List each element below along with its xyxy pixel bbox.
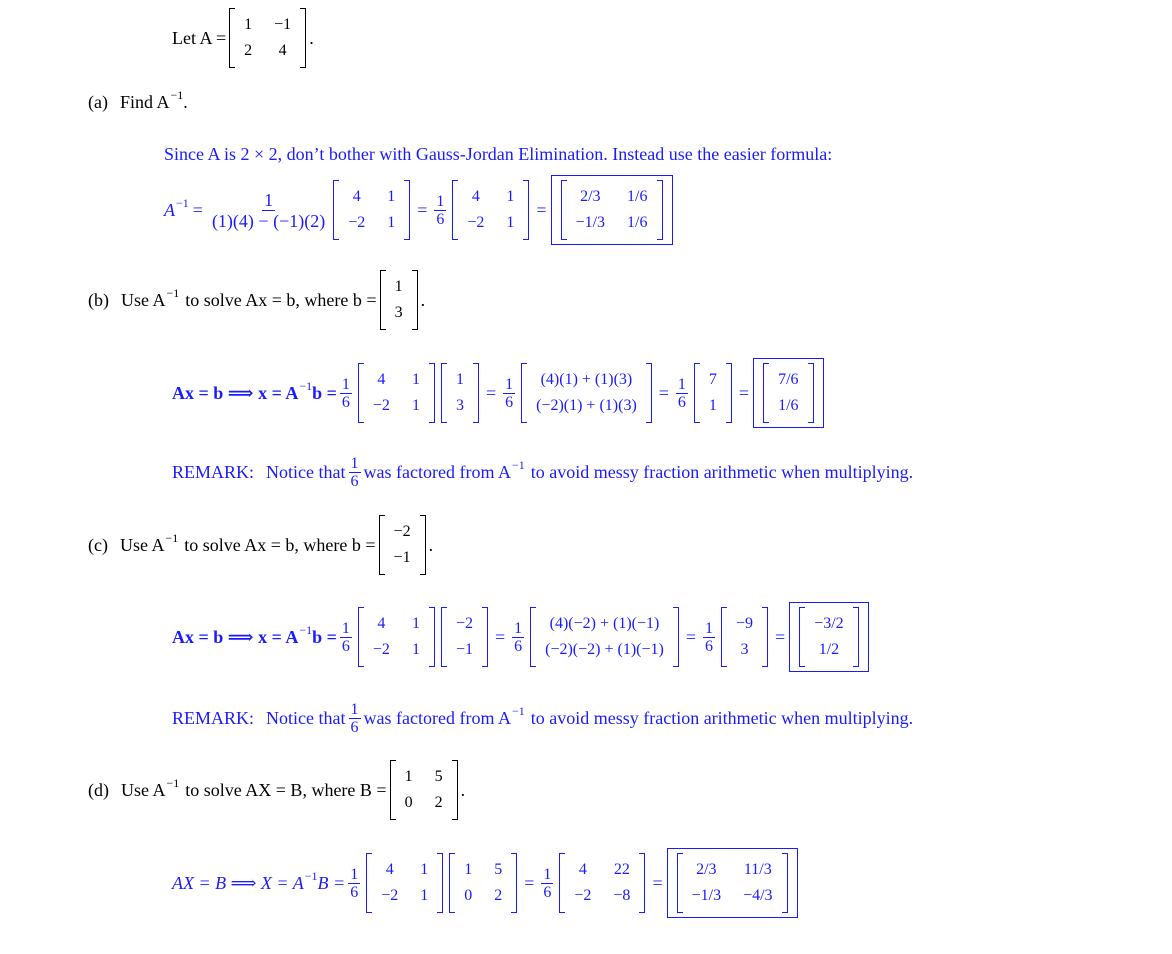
part-c-solution: Ax = b ⟹ x = A $^{-1}$ b = $\frac{1}{6}$ 4 1 −2 1 −2 −1 = $\frac{1}{6}$ (4)(−2) + (1)(−1) (−2)(−2) + (1)(−1) = $\frac{1}{6}$ −9 3 = −3/2 1/2 <box>172 600 869 674</box>
one-sixth: $\frac{1}{6}$ <box>436 192 445 228</box>
part-a-formula: A $^{-1}$ = $\frac{1}{(1)(4) - (-1)(2)}$ 4 1 −2 1 = $\frac{1}{6}$ 4 1 −2 1 = 2/3 1/6 −1/3 1/6 <box>164 174 673 246</box>
part-b-label: (b) <box>88 289 109 310</box>
vector-b: 1 3 <box>380 270 418 330</box>
answer-box-d: 2/3 11/3 −1/3 −4/3 <box>667 848 798 918</box>
let-label: Let A = <box>172 27 227 48</box>
part-a-label: (a) <box>88 91 108 112</box>
part-d-solution: AX = B ⟹ X = A $^{-1}$ B = $\frac{1}{6}$ 4 1 −2 1 1 5 0 2 = $\frac{1}{6}$ 4 22 −2 −8 = 2/3 11/3 −1/3 −4/3 <box>172 846 798 920</box>
part-c-prompt: (c) Use A $^{-1}$ to solve Ax = b, where b = −2 −1 . <box>88 515 433 575</box>
vector-c: −2 −1 <box>379 515 426 575</box>
part-a-prompt: (a) Find A $^{-1}$ . <box>88 87 188 112</box>
part-c-remark: REMARK: Notice that $\frac{1}{6}$ was factored from A $^{-1}$ to avoid messy fraction arithmetic when multiplying. <box>172 700 914 736</box>
answer-box-b: 7/6 1/6 <box>753 358 823 428</box>
matrix-B: 1 5 0 2 <box>390 760 458 820</box>
part-b-solution: Ax = b ⟹ x = A $^{-1}$ b = $\frac{1}{6}$ 4 1 −2 1 1 3 = $\frac{1}{6}$ (4)(1) + (1)(3) (−2)(1) + (1)(3) = $\frac{1}{6}$ 7 1 = 7/6 1/6 <box>172 356 824 430</box>
adjugate-matrix: 4 1 −2 1 <box>333 180 410 240</box>
part-d-label: (d) <box>88 779 109 800</box>
part-b-remark: REMARK: Notice that $\frac{1}{6}$ was factored from A $^{-1}$ to avoid messy fraction arithmetic when multiplying. <box>172 454 914 490</box>
part-b-prompt: (b) Use A $^{-1}$ to solve Ax = b, where b = 1 3 . <box>88 270 425 330</box>
answer-box-a: 2/3 1/6 −1/3 1/6 <box>551 175 673 245</box>
part-d-prompt: (d) Use A $^{-1}$ to solve AX = B, where B = 1 5 0 2 . <box>88 760 465 820</box>
adjugate-matrix-2: 4 1 −2 1 <box>452 180 529 240</box>
intro-line: Let A = 1 −1 2 4 . <box>172 10 314 66</box>
answer-box-c: −3/2 1/2 <box>789 602 868 672</box>
det-fraction: $\frac{1}{(1)(4) - (-1)(2)}$ <box>211 189 326 231</box>
matrix-a: 1 −1 2 4 <box>229 8 306 68</box>
part-a-note: Since A is 2 × 2, don’t bother with Gauss-Jordan Elimination. Instead use the easier formula: <box>164 143 833 164</box>
part-c-label: (c) <box>88 534 108 555</box>
